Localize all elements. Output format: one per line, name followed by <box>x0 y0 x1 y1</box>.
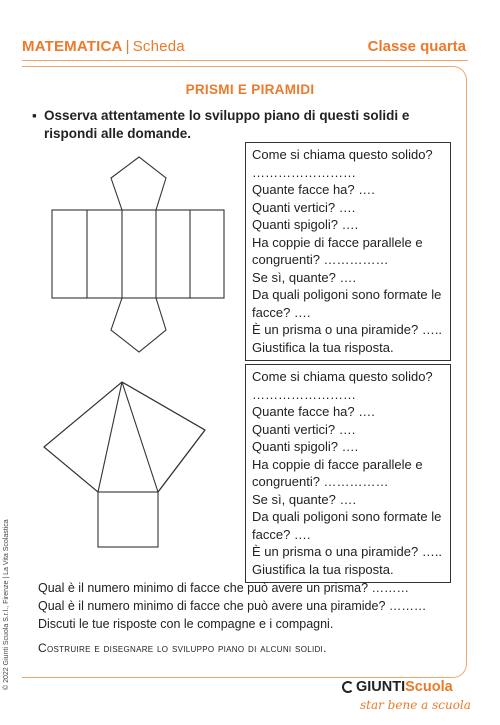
question-line: Ha coppie di facce parallele e <box>252 456 423 472</box>
question-line: Se sì, quante? …. <box>252 269 357 285</box>
question-line: congruenti? …………… <box>252 252 389 267</box>
prism-top-pentagon <box>111 157 166 210</box>
publisher-logo <box>342 679 453 695</box>
question-box-pyramid <box>245 364 451 583</box>
pyramid-fan-outline <box>44 382 205 492</box>
question-line: Giustifica la tua risposta. <box>252 339 394 355</box>
question-line: Quante facce ha? …. <box>252 182 375 197</box>
question-min-faces-prism: Qual è il numero minimo di facce che può avere un prisma? ……… <box>38 581 409 595</box>
prism-bottom-pentagon <box>111 298 166 352</box>
publisher-tagline: star bene a scuola <box>360 698 471 712</box>
answer-line[interactable]: …………………… <box>252 164 356 180</box>
question-line: È un prisma o una piramide? ….. <box>252 322 443 337</box>
question-line: Ha coppie di facce parallele e <box>252 234 423 250</box>
pyramid-edge <box>122 382 158 492</box>
pyramid-edge <box>158 430 205 492</box>
header-sheet: Scheda <box>132 38 185 55</box>
prism-lateral-strip <box>52 210 224 298</box>
question-line: Quanti vertici? …. <box>252 199 356 215</box>
answer-line[interactable]: …………………… <box>252 386 356 402</box>
pyramid-square-base <box>98 492 158 547</box>
question-line: Quanti spigoli? …. <box>252 439 359 454</box>
question-line: Quanti vertici? …. <box>252 421 356 437</box>
pyramid-net <box>44 382 205 547</box>
question-line: congruenti? …………… <box>252 474 389 489</box>
question-line: Come si chiama questo solido? <box>252 147 433 162</box>
question-line: facce? …. <box>252 304 311 320</box>
giunti-g-icon <box>342 681 354 693</box>
question-min-faces-pyramid: Qual è il numero minimo di facce che può avere una piramide? ……… <box>38 599 427 613</box>
pyramid-edge <box>44 447 98 492</box>
worksheet-title: PRISMI E PIRAMIDI <box>185 82 315 97</box>
task-instruction: Costruire e disegnare lo sviluppo piano di alcuni solidi. <box>38 641 327 655</box>
instruction-text: Osserva attentamente lo sviluppo piano di questi solidi e rispondi alle domande. <box>44 108 410 141</box>
header-subject: MATEMATICA <box>22 38 123 55</box>
question-line: Se sì, quante? …. <box>252 491 357 507</box>
question-line: Come si chiama questo solido? <box>252 369 433 384</box>
question-line: Quante facce ha? …. <box>252 404 375 419</box>
question-line: Da quali poligoni sono formate le <box>252 287 442 302</box>
copyright-notice: © 2022 Giunti Scuola S.r.l., Firenze | La Vita Scolastica <box>3 519 10 690</box>
question-line: Da quali poligoni sono formate le <box>252 509 442 524</box>
logo-accent: Scuola <box>405 679 453 695</box>
header-class-label: Classe quarta <box>367 38 466 55</box>
question-box-prism <box>245 142 451 361</box>
discussion-prompt: Discuti le tue risposte con le compagne e i compagni. <box>38 617 334 631</box>
prism-net <box>52 157 224 352</box>
question-line: Quanti spigoli? …. <box>252 217 359 232</box>
question-line: Giustifica la tua risposta. <box>252 561 394 577</box>
question-line: facce? …. <box>252 526 311 542</box>
header-separator: | <box>125 38 130 55</box>
instruction-bullet: ▪ <box>32 108 37 123</box>
logo-text: GIUNTI <box>356 679 406 695</box>
question-line: È un prisma o una piramide? ….. <box>252 544 443 559</box>
pyramid-edge <box>122 382 205 430</box>
